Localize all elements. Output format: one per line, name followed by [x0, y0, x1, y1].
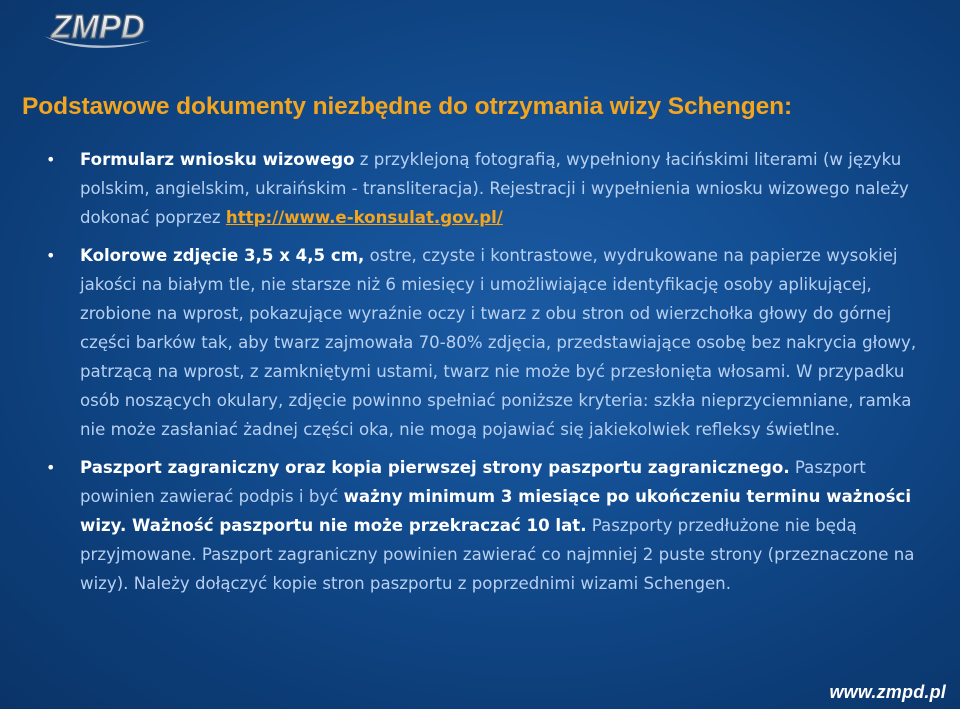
list-item-passport	[80, 453, 940, 598]
footer-website-url: www.zmpd.pl	[829, 682, 946, 702]
list-item-application-form	[80, 145, 940, 232]
e-konsulat-link[interactable]: http://www.e-konsulat.gov.pl/	[225, 208, 503, 227]
requirements-list	[80, 145, 940, 607]
logo-text: ZMPD	[51, 8, 145, 45]
list-item-text: Paszporty przedłużone nie będą przyjmowane. Paszport zagraniczny powinien zawierać co najmniej 2 puste strony (przeznaczone na wizy). Należy dołączyć kopie stron paszportu z poprzednimi wizami Schengen.	[80, 516, 915, 593]
list-item-photo	[80, 241, 940, 444]
list-item-text: ostre, czyste i kontrastowe, wydrukowane na papierze wysokiej jakości na białym tle, nie starsze niż 6 miesięcy i umożliwiające identyfikację osoby aplikującej, zrobione na wprost, pokazujące wyraźnie oczy i twarz z obu stron od wierzchołka głowy do górnej części barków tak, aby twarz zajmowała 70-80% zdjęcia, przedstawiające osobę bez nakrycia głowy, patrzącą na wprost, z zamkniętymi ustami, twarz nie może być przesłonięta włosami. W przypadku osób noszących okulary, zdjęcie powinno spełniać poniższe kryteria: szkła nieprzyciemniane, ramka nie może zasłaniać żadnej części oka, nie mogą pojawiać się jakiekolwiek refleksy świetlne.	[80, 246, 917, 439]
list-item-lead: Kolorowe zdjęcie 3,5 x 4,5 cm,	[80, 246, 365, 265]
passport-validity-emphasis: ważny minimum 3 miesiące po ukończeniu terminu ważności wizy. Ważność paszportu nie może przekraczać 10 lat.	[80, 487, 912, 535]
zmpd-logo-icon	[38, 6, 158, 52]
list-item-lead: Formularz wniosku wizowego	[80, 150, 355, 169]
list-item-text: z przyklejoną fotografią, wypełniony łacińskimi literami (w języku polskim, angielskim, ukraińskim - transliteracja). Rejestracji i wypełnienia wniosku wizowego należy dokonać poprzez	[80, 150, 909, 227]
list-item-text: Paszport powinien zawierać podpis i być	[80, 458, 866, 506]
list-item-lead: Paszport zagraniczny oraz kopia pierwszej strony paszportu zagranicznego.	[80, 458, 790, 477]
page-title: Podstawowe dokumenty niezbędne do otrzymania wizy Schengen:	[22, 93, 793, 120]
